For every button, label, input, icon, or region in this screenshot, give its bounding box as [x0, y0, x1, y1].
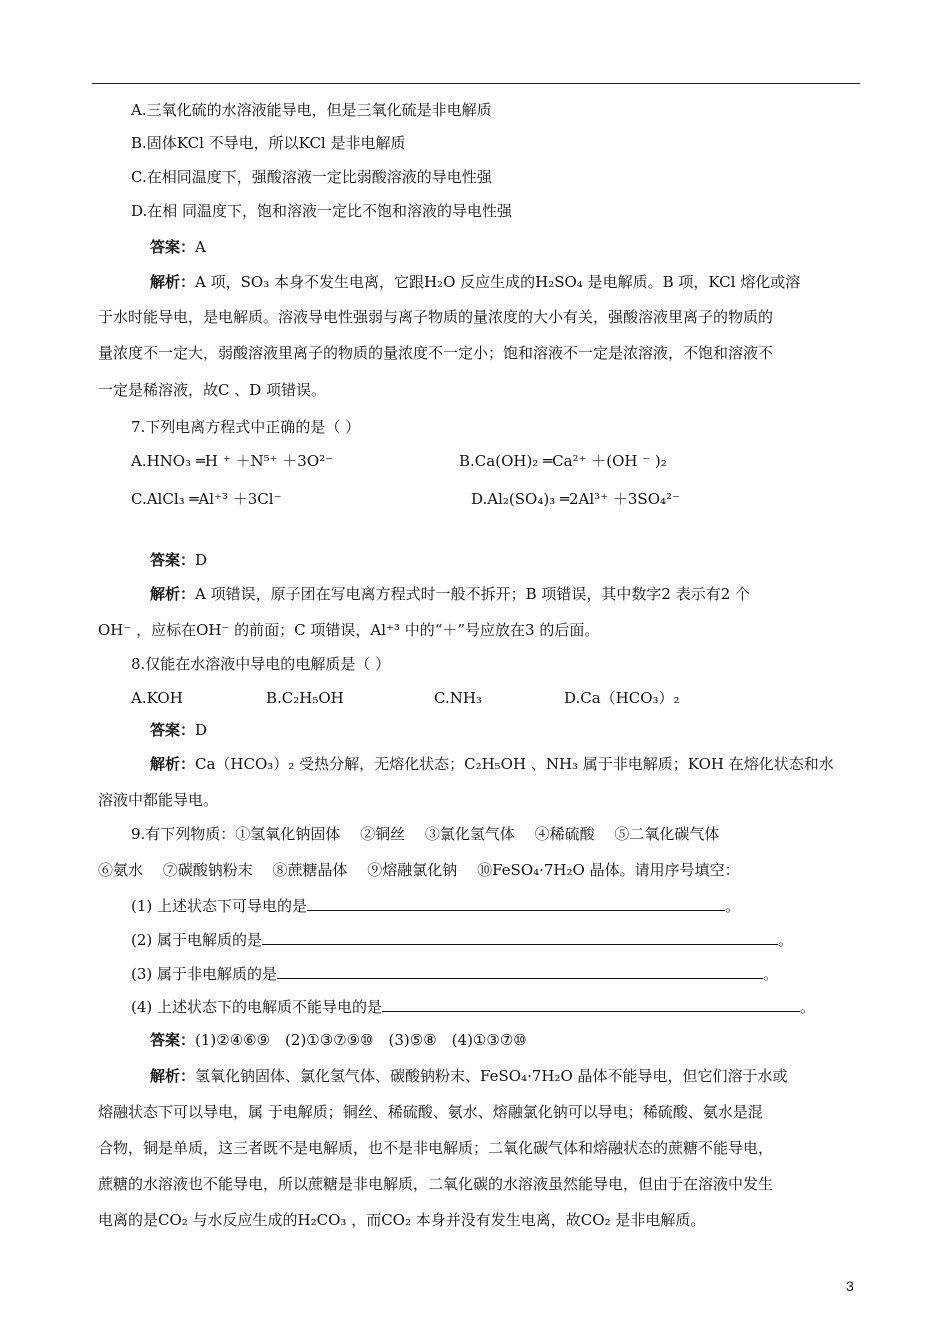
analysis-label: 解析： [150, 585, 196, 603]
q9-sub-1 [131, 896, 740, 916]
fill-blank[interactable] [307, 896, 725, 911]
analysis-label: 解析： [150, 1067, 196, 1085]
answer-value: A [195, 238, 206, 256]
q6-analysis-line-3: 量浓度不一定大，弱酸溶液里离子的物质的量浓度不一定小；饱和溶液不一定是浓溶液，不饱和溶液不 [98, 344, 774, 362]
q6-analysis-line-2: 于水时能导电，是电解质。溶液导电性强弱与离子物质的量浓度的大小有关，强酸溶液里离子的物质的 [98, 308, 774, 326]
q9-stem-line-2: ⑥氨水 ⑦碳酸钠粉末 ⑧蔗糖晶体 ⑨熔融氯化钠 ⑩FeSO₄·7H₂O 晶体。请用序号填空： [98, 861, 740, 879]
q9-stem-line-1: 9.有下列物质：①氢氧化钠固体 ②铜丝 ③氯化氢气体 ④稀硫酸 ⑤二氧化碳气体 [131, 825, 720, 843]
period: 。 [763, 965, 779, 983]
q9-answer [150, 1030, 527, 1050]
analysis-text: 氢氧化钠固体、氯化氢气体、碳酸钠粉末、FeSO₄·7H₂O 晶体不能导电，但它们溶于水或 [195, 1067, 788, 1085]
q7-option-a: A.HNO₃ ═H ⁺ ＋N⁵⁺ ＋3O²⁻ [131, 452, 334, 470]
q6-answer [150, 237, 206, 257]
period: 。 [778, 931, 794, 949]
period: 。 [800, 998, 816, 1016]
fill-blank[interactable] [262, 930, 778, 945]
answer-value: D [195, 551, 208, 569]
q8-option-d: D.Ca（HCO₃）₂ [564, 689, 680, 707]
q7-analysis-line-2: OH⁻ ，应标在OH⁻ 的前面；C 项错误，Al⁺³ 中的“＋”号应放在3 的后面。 [98, 621, 600, 639]
q8-option-c: C.NH₃ [434, 689, 482, 707]
q6-option-c: C.在相同温度下，强酸溶液一定比弱酸溶液的导电性强 [131, 168, 492, 186]
answer-value: (1)②④⑥⑨ (2)①③⑦⑨⑩ (3)⑤⑧ (4)①③⑦⑩ [195, 1031, 527, 1049]
q6-analysis-line-4: 一定是稀溶液，故C 、D 项错误。 [98, 381, 327, 399]
fill-blank[interactable] [277, 964, 763, 979]
analysis-label: 解析： [150, 755, 196, 773]
answer-label: 答案： [150, 238, 196, 256]
q8-stem: 8.仅能在水溶液中导电的电解质是（ ） [131, 655, 391, 673]
header-rule [92, 83, 860, 84]
q9-analysis-line-1 [150, 1066, 788, 1086]
q6-option-b: B.固体KCl 不导电，所以KCl 是非电解质 [131, 134, 406, 152]
q9-analysis-line-3: 合物，铜是单质，这三者既不是电解质，也不是非电解质；二氧化碳气体和熔融状态的蔗糖不能导电， [98, 1139, 774, 1157]
q7-answer [150, 550, 207, 570]
analysis-label: 解析： [150, 273, 196, 291]
q6-option-a: A.三氧化硫的水溶液能导电，但是三氧化硫是非电解质 [131, 101, 492, 119]
q7-option-c: C.AlCl₃ ═Al⁺³ ＋3Cl⁻ [131, 490, 282, 508]
sub-question-text: (3) 属于非电解质的是 [131, 965, 278, 983]
answer-label: 答案： [150, 1031, 196, 1049]
q8-answer [150, 720, 207, 740]
q7-option-b: B.Ca(OH)₂ ═Ca²⁺ ＋(OH ⁻ )₂ [459, 452, 667, 470]
analysis-text: A 项错误，原子团在写电离方程式时一般不拆开；B 项错误，其中数字2 表示有2 个 [195, 585, 751, 603]
q8-analysis-line-1 [150, 754, 834, 774]
q6-option-d: D.在相 同温度下，饱和溶液一定比不饱和溶液的导电性强 [131, 202, 513, 220]
page-number: 3 [846, 1278, 854, 1294]
q9-analysis-line-4: 蔗糖的水溶液也不能导电，所以蔗糖是非电解质，二氧化碳的水溶液虽然能导电，但由于在溶液中发生 [98, 1175, 774, 1193]
q7-analysis-line-1 [150, 584, 750, 604]
answer-label: 答案： [150, 721, 196, 739]
period: 。 [725, 897, 741, 915]
q9-sub-3 [131, 964, 778, 984]
analysis-text: Ca（HCO₃）₂ 受热分解，无熔化状态；C₂H₅OH 、NH₃ 属于非电解质；KOH 在熔化状态和水 [195, 755, 834, 773]
analysis-text: A 项，SO₃ 本身不发生电离，它跟H₂O 反应生成的H₂SO₄ 是电解质。B 项，KCl 熔化或溶 [195, 273, 801, 291]
sub-question-text: (1) 上述状态下可导电的是 [131, 897, 308, 915]
q8-option-a: A.KOH [131, 689, 183, 707]
q8-option-b: B.C₂H₅OH [266, 689, 344, 707]
q9-sub-2 [131, 930, 793, 950]
q9-sub-4 [131, 997, 815, 1017]
q9-analysis-line-5: 电离的是CO₂ 与水反应生成的H₂CO₃ ，而CO₂ 本身并没有发生电离，故CO₂ 是非电解质。 [98, 1211, 706, 1229]
answer-label: 答案： [150, 551, 196, 569]
sub-question-text: (2) 属于电解质的是 [131, 931, 263, 949]
sub-question-text: (4) 上述状态下的电解质不能导电的是 [131, 998, 383, 1016]
q9-analysis-line-2: 熔融状态下可以导电，属 于电解质；铜丝、稀硫酸、氨水、熔融氯化钠可以导电；稀硫酸、氨水是混 [98, 1103, 763, 1121]
q7-stem: 7.下列电离方程式中正确的是（ ） [131, 418, 361, 436]
answer-value: D [195, 721, 208, 739]
q7-option-d: D.Al₂(SO₄)₃ ═2Al³⁺ ＋3SO₄²⁻ [471, 490, 680, 508]
q8-analysis-line-2: 溶液中都能导电。 [98, 791, 219, 809]
fill-blank[interactable] [382, 997, 800, 1012]
q6-analysis-line-1 [150, 272, 800, 292]
